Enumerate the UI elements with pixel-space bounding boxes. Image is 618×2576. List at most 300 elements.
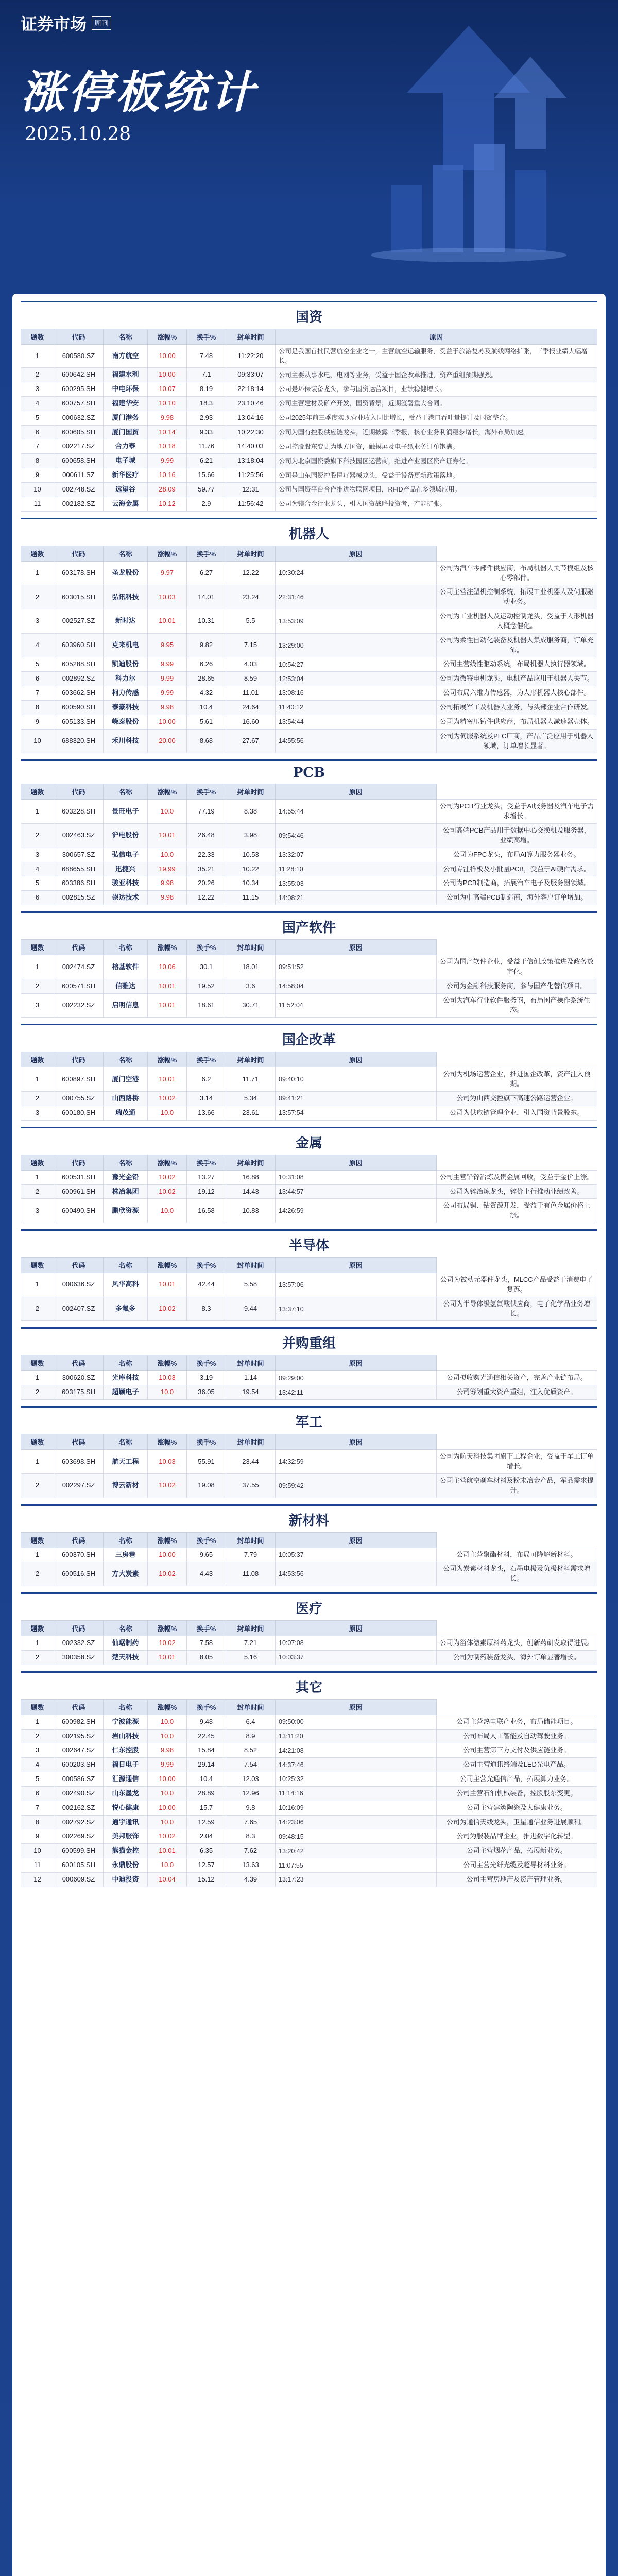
stock-code: 603960.SH [54,633,104,657]
column-header: 代码 [54,1258,104,1273]
seal-time: 5.34 [226,1092,276,1106]
change-pct: 9.98 [148,411,187,425]
column-header: 名称 [104,1258,148,1273]
row-index: 6 [21,425,54,439]
row-index: 11 [21,1858,54,1873]
change-pct: 10.01 [148,1273,187,1297]
reason: 公司为国有控股供应链龙头，近期披露三季报，核心业务利润稳步增长，海外布局加速。 [276,425,597,439]
seal-time: 5.58 [226,1273,276,1297]
turnover-pct: 13.66 [187,1106,226,1120]
column-header: 封单时间 [226,940,276,955]
seal-time: 7.65 [226,1815,276,1829]
reason: 公司主要从事水电、电网等业务，受益于国企改革推进，资产重组预期强烈。 [276,368,597,382]
reason: 公司控股股东变更为地方国资，触摸屏及电子纸业务订单饱满。 [276,439,597,454]
cell: 公司为机场运营企业，推进国企改革，资产注入预期。 [436,1067,597,1092]
seal-time: 12.03 [226,1772,276,1787]
turnover-pct: 5.61 [187,715,226,729]
stock-name: 信雅达 [104,979,148,993]
seal-time: 11:56:42 [226,497,276,511]
table-row [21,1371,597,1385]
limit-up-table [21,1052,597,1120]
column-header: 换手% [187,1258,226,1273]
seal-time: 14.43 [226,1184,276,1199]
row-index: 1 [21,1636,54,1651]
table-row [21,1170,597,1184]
cell: 公司为供应链管理企业，引入国资背景股东。 [436,1106,597,1120]
section [21,1127,597,1223]
turnover-pct: 6.27 [187,561,226,585]
table-header-row [21,1532,597,1548]
change-pct: 10.01 [148,1650,187,1665]
change-pct: 10.02 [148,1170,187,1184]
cell: 公司为山西交控旗下高速公路运营企业。 [436,1092,597,1106]
seal-time: 11.71 [226,1067,276,1092]
change-pct: 10.01 [148,993,187,1018]
stock-name: 嵘泰股份 [104,715,148,729]
brand-tag: 周刊 [92,16,111,30]
limit-up-table [21,329,597,512]
column-header: 换手% [187,1155,226,1170]
stock-name: 云海金属 [104,497,148,511]
reason: 09:54:46 [276,824,437,848]
seal-time: 11.15 [226,891,276,905]
stock-name: 福建水利 [104,368,148,382]
table-row [21,700,597,715]
column-header: 原因 [276,1052,437,1067]
change-pct: 10.02 [148,1092,187,1106]
change-pct: 10.02 [148,1184,187,1199]
table-header-row [21,940,597,955]
change-pct: 10.01 [148,1067,187,1092]
stock-name: 美邦服饰 [104,1829,148,1844]
cell: 公司主营石油机械装备，控股股东变更。 [436,1786,597,1801]
stock-code: 605133.SH [54,715,104,729]
column-header: 名称 [104,940,148,955]
turnover-pct: 55.91 [187,1450,226,1474]
stock-name: 景旺电子 [104,800,148,824]
table-row [21,345,597,368]
seal-time: 22:18:14 [226,382,276,397]
stock-name: 福建华安 [104,396,148,411]
stock-name: 远望谷 [104,483,148,497]
reason: 公司为北京国资委旗下科技园区运营商，推进产业园区资产证券化。 [276,454,597,468]
table-row [21,396,597,411]
table-row [21,454,597,468]
row-index: 3 [21,382,54,397]
seal-time: 7.15 [226,633,276,657]
reason: 14:55:44 [276,800,437,824]
seal-time: 23.24 [226,585,276,609]
seal-time: 8.59 [226,672,276,686]
column-header: 题数 [21,329,54,345]
stock-code: 002647.SZ [54,1743,104,1758]
reason: 14:37:46 [276,1758,437,1772]
stock-name: 博云新材 [104,1473,148,1498]
reason: 09:50:00 [276,1715,437,1729]
change-pct: 10.04 [148,1873,187,1887]
table-row [21,1844,597,1858]
section-title: 机器人 [21,518,597,546]
row-index: 4 [21,396,54,411]
stock-code: 600295.SH [54,382,104,397]
turnover-pct: 6.2 [187,1067,226,1092]
row-index: 10 [21,1844,54,1858]
limit-up-table [21,784,597,905]
reason: 13:20:42 [276,1844,437,1858]
row-index: 3 [21,1199,54,1223]
row-index: 5 [21,876,54,891]
limit-up-table [21,1155,597,1223]
table-row [21,672,597,686]
turnover-pct: 7.48 [187,345,226,368]
table-row [21,585,597,609]
column-header: 名称 [104,1434,148,1450]
cell: 公司主营光纤光缆及超导材料业务。 [436,1858,597,1873]
section [21,911,597,1018]
reason: 13:44:57 [276,1184,437,1199]
column-header: 换手% [187,1699,226,1715]
turnover-pct: 8.68 [187,729,226,753]
change-pct: 10.0 [148,1729,187,1743]
table-header-row [21,1155,597,1170]
section [21,759,597,905]
table-header-row [21,1699,597,1715]
row-index: 10 [21,483,54,497]
turnover-pct: 11.76 [187,439,226,454]
cell: 公司主营房地产及资产管理业务。 [436,1873,597,1887]
seal-time: 12.96 [226,1786,276,1801]
stock-name: 沪电股份 [104,824,148,848]
row-index: 7 [21,1801,54,1815]
cell: 公司为PCB制造商，拓展汽车电子及服务器领域。 [436,876,597,891]
column-header: 代码 [54,940,104,955]
column-header: 封单时间 [226,546,276,561]
turnover-pct: 7.58 [187,1636,226,1651]
change-pct: 10.01 [148,1844,187,1858]
change-pct: 19.99 [148,862,187,876]
stock-name: 电子城 [104,454,148,468]
seal-time: 11:25:56 [226,468,276,483]
stock-code: 603662.SH [54,686,104,701]
row-index: 2 [21,1297,54,1321]
rising-arrow-illustration-icon [360,15,577,263]
reason: 22:31:46 [276,585,437,609]
cell: 公司为工业机器人及运动控制龙头，受益于人形机器人概念催化。 [436,609,597,634]
table-row [21,1873,597,1887]
change-pct: 9.99 [148,657,187,672]
column-header: 封单时间 [226,1532,276,1548]
column-header: 换手% [187,784,226,800]
table-row [21,497,597,511]
table-row [21,483,597,497]
seal-time: 9.8 [226,1801,276,1815]
column-header: 代码 [54,1355,104,1371]
change-pct: 10.00 [148,345,187,368]
stock-name: 新华医疗 [104,468,148,483]
cell: 公司主营聚酯材料，布局可降解新材料。 [436,1548,597,1562]
stock-name: 山东墨龙 [104,1786,148,1801]
change-pct: 9.99 [148,454,187,468]
table-header-row [21,1621,597,1636]
column-header: 名称 [104,784,148,800]
stock-code: 603178.SH [54,561,104,585]
table-header-row [21,784,597,800]
change-pct: 10.00 [148,1772,187,1787]
reason: 10:05:37 [276,1548,437,1562]
seal-time: 10:22:30 [226,425,276,439]
seal-time: 3.6 [226,979,276,993]
stock-code: 688655.SH [54,862,104,876]
change-pct: 10.0 [148,1715,187,1729]
stock-code: 600757.SH [54,396,104,411]
row-index: 1 [21,345,54,368]
table-row [21,1273,597,1297]
change-pct: 10.02 [148,1829,187,1844]
stock-code: 002407.SZ [54,1297,104,1321]
section [21,1671,597,1887]
stock-name: 凯迪股份 [104,657,148,672]
cell: 公司为伺服系统及PLC厂商，产品广泛应用于机器人领域，订单增长显著。 [436,729,597,753]
turnover-pct: 2.9 [187,497,226,511]
stock-name: 新时达 [104,609,148,634]
seal-time: 23.61 [226,1106,276,1120]
row-index: 1 [21,1548,54,1562]
seal-time: 7.62 [226,1844,276,1858]
limit-up-table [21,1355,597,1400]
turnover-pct: 9.65 [187,1548,226,1562]
stock-code: 603228.SH [54,800,104,824]
row-index: 5 [21,1772,54,1787]
section [21,1406,597,1498]
cell: 公司主营光通信产品，拓展算力业务。 [436,1772,597,1787]
row-index: 5 [21,411,54,425]
reason: 11:07:55 [276,1858,437,1873]
turnover-pct: 28.65 [187,672,226,686]
stock-name: 仙琚制药 [104,1636,148,1651]
table-row [21,891,597,905]
column-header: 题数 [21,1052,54,1067]
cell: 公司布局铜、钴资源开发，受益于有色金属价格上涨。 [436,1199,597,1223]
reason: 14:55:56 [276,729,437,753]
cell: 公司为柔性自动化装备及机器人集成服务商，订单充沛。 [436,633,597,657]
change-pct: 9.98 [148,1743,187,1758]
turnover-pct: 22.45 [187,1729,226,1743]
table-row [21,1743,597,1758]
stock-name: 崇达技术 [104,891,148,905]
seal-time: 7.54 [226,1758,276,1772]
stock-name: 岩山科技 [104,1729,148,1743]
section-title: 金属 [21,1127,597,1155]
content-panel [12,294,606,2576]
column-header: 涨幅% [148,1699,187,1715]
seal-time: 4.39 [226,1873,276,1887]
change-pct: 10.01 [148,824,187,848]
turnover-pct: 3.14 [187,1092,226,1106]
turnover-pct: 9.48 [187,1715,226,1729]
turnover-pct: 2.93 [187,411,226,425]
reason: 10:54:27 [276,657,437,672]
turnover-pct: 8.3 [187,1297,226,1321]
turnover-pct: 6.26 [187,657,226,672]
reason: 10:16:09 [276,1801,437,1815]
cell: 公司为中高端PCB制造商，海外客户订单增加。 [436,891,597,905]
seal-time: 16.88 [226,1170,276,1184]
reason: 11:28:10 [276,862,437,876]
change-pct: 10.0 [148,1815,187,1829]
stock-code: 603698.SH [54,1450,104,1474]
turnover-pct: 18.61 [187,993,226,1018]
section-title: 并购重组 [21,1327,597,1355]
column-header: 换手% [187,940,226,955]
seal-time: 12:31 [226,483,276,497]
reason: 10:30:24 [276,561,437,585]
stock-name: 启明信息 [104,993,148,1018]
stock-name: 厦门空港 [104,1067,148,1092]
change-pct: 10.0 [148,848,187,862]
change-pct: 9.98 [148,876,187,891]
turnover-pct: 36.05 [187,1385,226,1400]
cell: 公司主营航空刹车材料及粉末冶金产品，军品需求提升。 [436,1473,597,1498]
table-row [21,1729,597,1743]
section [21,518,597,754]
reason: 13:57:06 [276,1273,437,1297]
cell: 公司为制药装备龙头，海外订单显著增长。 [436,1650,597,1665]
turnover-pct: 28.89 [187,1786,226,1801]
seal-time: 10.83 [226,1199,276,1223]
stock-code: 300657.SZ [54,848,104,862]
table-row [21,1562,597,1586]
stock-name: 柯力传感 [104,686,148,701]
reason: 09:29:00 [276,1371,437,1385]
table-row [21,862,597,876]
row-index: 2 [21,1385,54,1400]
row-index: 11 [21,497,54,511]
table-header-row [21,329,597,345]
stock-name: 宁波能源 [104,1715,148,1729]
reason: 13:57:54 [276,1106,437,1120]
stock-code: 603386.SH [54,876,104,891]
table-row [21,876,597,891]
cell: 公司为甾体激素原料药龙头，创新药研发取得进展。 [436,1636,597,1651]
turnover-pct: 9.33 [187,425,226,439]
change-pct: 10.0 [148,1786,187,1801]
column-header: 封单时间 [226,1434,276,1450]
reason: 13:32:07 [276,848,437,862]
stock-code: 600490.SH [54,1199,104,1223]
column-header: 涨幅% [148,1155,187,1170]
column-header: 涨幅% [148,1355,187,1371]
reason: 13:55:03 [276,876,437,891]
reason: 公司是山东国资控股医疗器械龙头，受益于设备更新政策落地。 [276,468,597,483]
stock-name: 南方航空 [104,345,148,368]
stock-name: 楚天科技 [104,1650,148,1665]
section-title: 其它 [21,1671,597,1699]
table-header-row [21,546,597,561]
change-pct: 10.0 [148,1858,187,1873]
table-row [21,468,597,483]
seal-time: 7.21 [226,1636,276,1651]
reason: 12:53:04 [276,672,437,686]
stock-code: 600180.SH [54,1106,104,1120]
stock-code: 600605.SH [54,425,104,439]
stock-code: 600580.SZ [54,345,104,368]
column-header: 名称 [104,329,148,345]
column-header: 涨幅% [148,1621,187,1636]
cell: 公司主营第三方支付及供应链业务。 [436,1743,597,1758]
row-index: 2 [21,368,54,382]
row-index: 1 [21,1170,54,1184]
stock-name: 方大炭素 [104,1562,148,1586]
section-title: 新材料 [21,1504,597,1532]
stock-code: 002195.SZ [54,1729,104,1743]
row-index: 3 [21,1743,54,1758]
stock-name: 风华高科 [104,1273,148,1297]
table-row [21,368,597,382]
reason: 09:48:15 [276,1829,437,1844]
column-header: 换手% [187,1532,226,1548]
row-index: 2 [21,1729,54,1743]
column-header: 代码 [54,1434,104,1450]
stock-code: 000586.SZ [54,1772,104,1787]
change-pct: 10.0 [148,1199,187,1223]
stock-code: 002474.SZ [54,955,104,979]
table-row [21,1801,597,1815]
column-header: 题数 [21,940,54,955]
column-header: 题数 [21,1258,54,1273]
cell: 公司为国产软件企业，受益于信创政策推进及政务数字化。 [436,955,597,979]
change-pct: 9.99 [148,672,187,686]
column-header: 原因 [276,1355,437,1371]
column-header: 封单时间 [226,1699,276,1715]
column-header: 题数 [21,1355,54,1371]
row-index: 8 [21,454,54,468]
change-pct: 10.01 [148,609,187,634]
turnover-pct: 2.04 [187,1829,226,1844]
turnover-pct: 6.21 [187,454,226,468]
cell: 公司为微特电机龙头，电机产品应用于机器人关节。 [436,672,597,686]
row-index: 2 [21,1473,54,1498]
turnover-pct: 8.19 [187,382,226,397]
stock-name: 弘讯科技 [104,585,148,609]
turnover-pct: 15.84 [187,1743,226,1758]
row-index: 1 [21,1715,54,1729]
reason: 09:51:52 [276,955,437,979]
change-pct: 10.00 [148,1801,187,1815]
seal-time: 5.5 [226,609,276,634]
brand-logo [21,11,111,35]
column-header: 代码 [54,1699,104,1715]
reason: 13:17:23 [276,1873,437,1887]
stock-name: 瑞茂通 [104,1106,148,1120]
cell: 公司专注样板及小批量PCB，受益于AI硬件需求。 [436,862,597,876]
stock-name: 鹏欣资源 [104,1199,148,1223]
stock-code: 002815.SZ [54,891,104,905]
column-header: 名称 [104,1052,148,1067]
cell: 公司为被动元器件龙头，MLCC产品受益于消费电子复苏。 [436,1273,597,1297]
seal-time: 10.34 [226,876,276,891]
turnover-pct: 35.21 [187,862,226,876]
cell: 公司布局人工智能及自动驾驶业务。 [436,1729,597,1743]
turnover-pct: 77.19 [187,800,226,824]
turnover-pct: 12.22 [187,891,226,905]
stock-name: 中迪投资 [104,1873,148,1887]
table-row [21,1786,597,1801]
stock-code: 002162.SZ [54,1801,104,1815]
row-index: 1 [21,955,54,979]
column-header: 原因 [276,546,437,561]
turnover-pct: 15.12 [187,1873,226,1887]
change-pct: 10.02 [148,1562,187,1586]
